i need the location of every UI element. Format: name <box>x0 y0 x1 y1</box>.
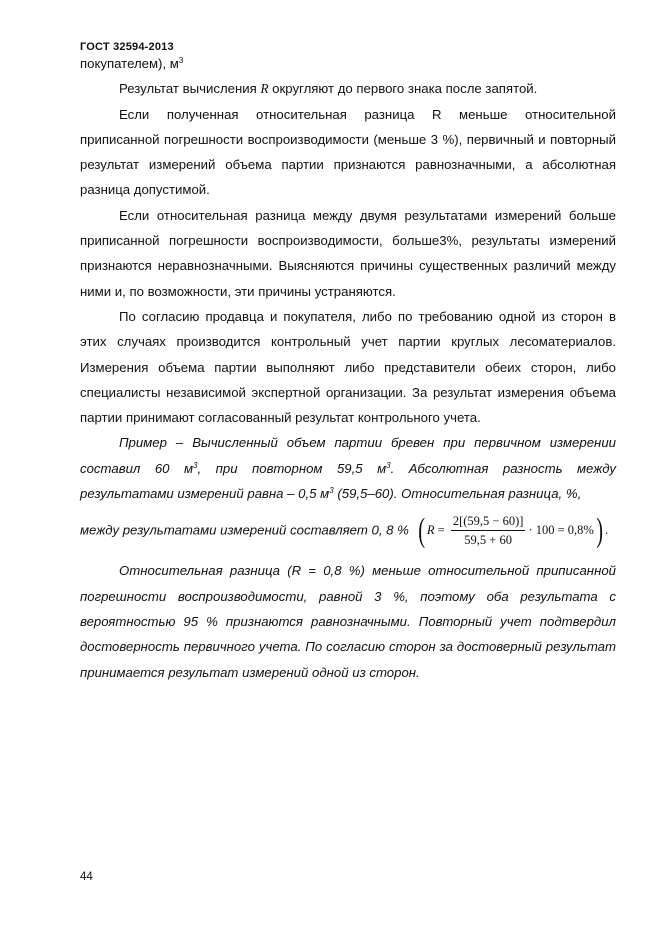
formula-equals: = <box>434 523 448 538</box>
example-text-a: Пример – Вычисленный объем партии бревен при первичном измерении составил 60 м <box>80 435 616 476</box>
paragraph-rounding-symbol: R <box>260 81 269 97</box>
paragraph-nonequivalent: Если относительная разница между двумя результатами измерений больше приписанной погрешности воспроизводимости, больше3%, результаты измерений признаются неравнозначными. Выясняются причины существенных различий между ними и, по возможности, эти причины устраняются. <box>80 207 616 299</box>
example-text-e: между результатами измерений составляет 0, 8 % <box>80 522 409 538</box>
paragraph-rounding-text-b: округляют до первого знака после запятой. <box>268 81 538 97</box>
formula-fraction <box>451 514 526 548</box>
formula-lhs: R <box>426 523 435 538</box>
page-number: 44 <box>80 871 93 883</box>
paragraph-rounding-text-a: Результат вычисления <box>119 81 261 97</box>
example-formula-line <box>80 514 616 548</box>
formula-open-paren: ( <box>417 512 425 550</box>
example-paragraph <box>80 430 616 506</box>
document-body <box>80 51 616 685</box>
example-text-d: (59,5–60). Относительная разница, %, <box>333 486 582 502</box>
example-text-c: . Абсолютная разность между результатами измерений равна – 0,5 м <box>80 460 617 502</box>
conclusion-paragraph: Относительная разница (R = 0,8 %) меньше относительной приписанной погрешности воспроизводимости, равной 3 %, поэтому оба результата с вероятностью 95 % признаются равнозначными. Повторный учет подтвердил достоверность первичного учета. По согласию сторон за достоверный результат принимается результат измерений одной из сторон. <box>80 563 616 680</box>
formula-denominator: 59,5 + 60 <box>464 533 512 548</box>
document-header: ГОСТ 32594-2013 <box>80 41 174 53</box>
example-sup-3: 3 <box>329 486 334 496</box>
relative-difference-formula <box>416 514 609 548</box>
example-text-b: , при повторном 59,5 м <box>197 460 387 476</box>
example-sup-1: 3 <box>193 460 198 470</box>
formula-close-paren: ) <box>596 512 603 550</box>
continuation-text: покупателем), м <box>80 56 179 71</box>
paragraph-control-accounting: По согласию продавца и покупателя, либо по требованию одной из сторон в этих случаях производится контрольный учет партии круглых лесоматериалов. Измерения объема партии выполняют либо представители обеих сторон, либо специалисты независимой экспертной организации. За результат измерения объема партии принимают согласованный результат контрольного учета. <box>80 308 616 426</box>
formula-rhs: · 100 = 0,8% <box>528 523 594 538</box>
spacer <box>80 548 616 558</box>
paragraph-equivalent: Если полученная относительная разница R меньше относительной приписанной погрешности воспроизводимости (меньше 3 %), первичный и повторный результат измерений объема партии признаются равнозначными, а абсолютная разница допустимой. <box>80 106 616 198</box>
continuation-line <box>80 51 616 76</box>
paragraph-rounding <box>80 76 616 101</box>
formula-end: . <box>605 523 609 538</box>
example-sup-2: 3 <box>386 460 391 470</box>
formula-numerator: 2[(59,5 − 60)] <box>451 514 526 531</box>
continuation-sup: 3 <box>178 56 184 65</box>
